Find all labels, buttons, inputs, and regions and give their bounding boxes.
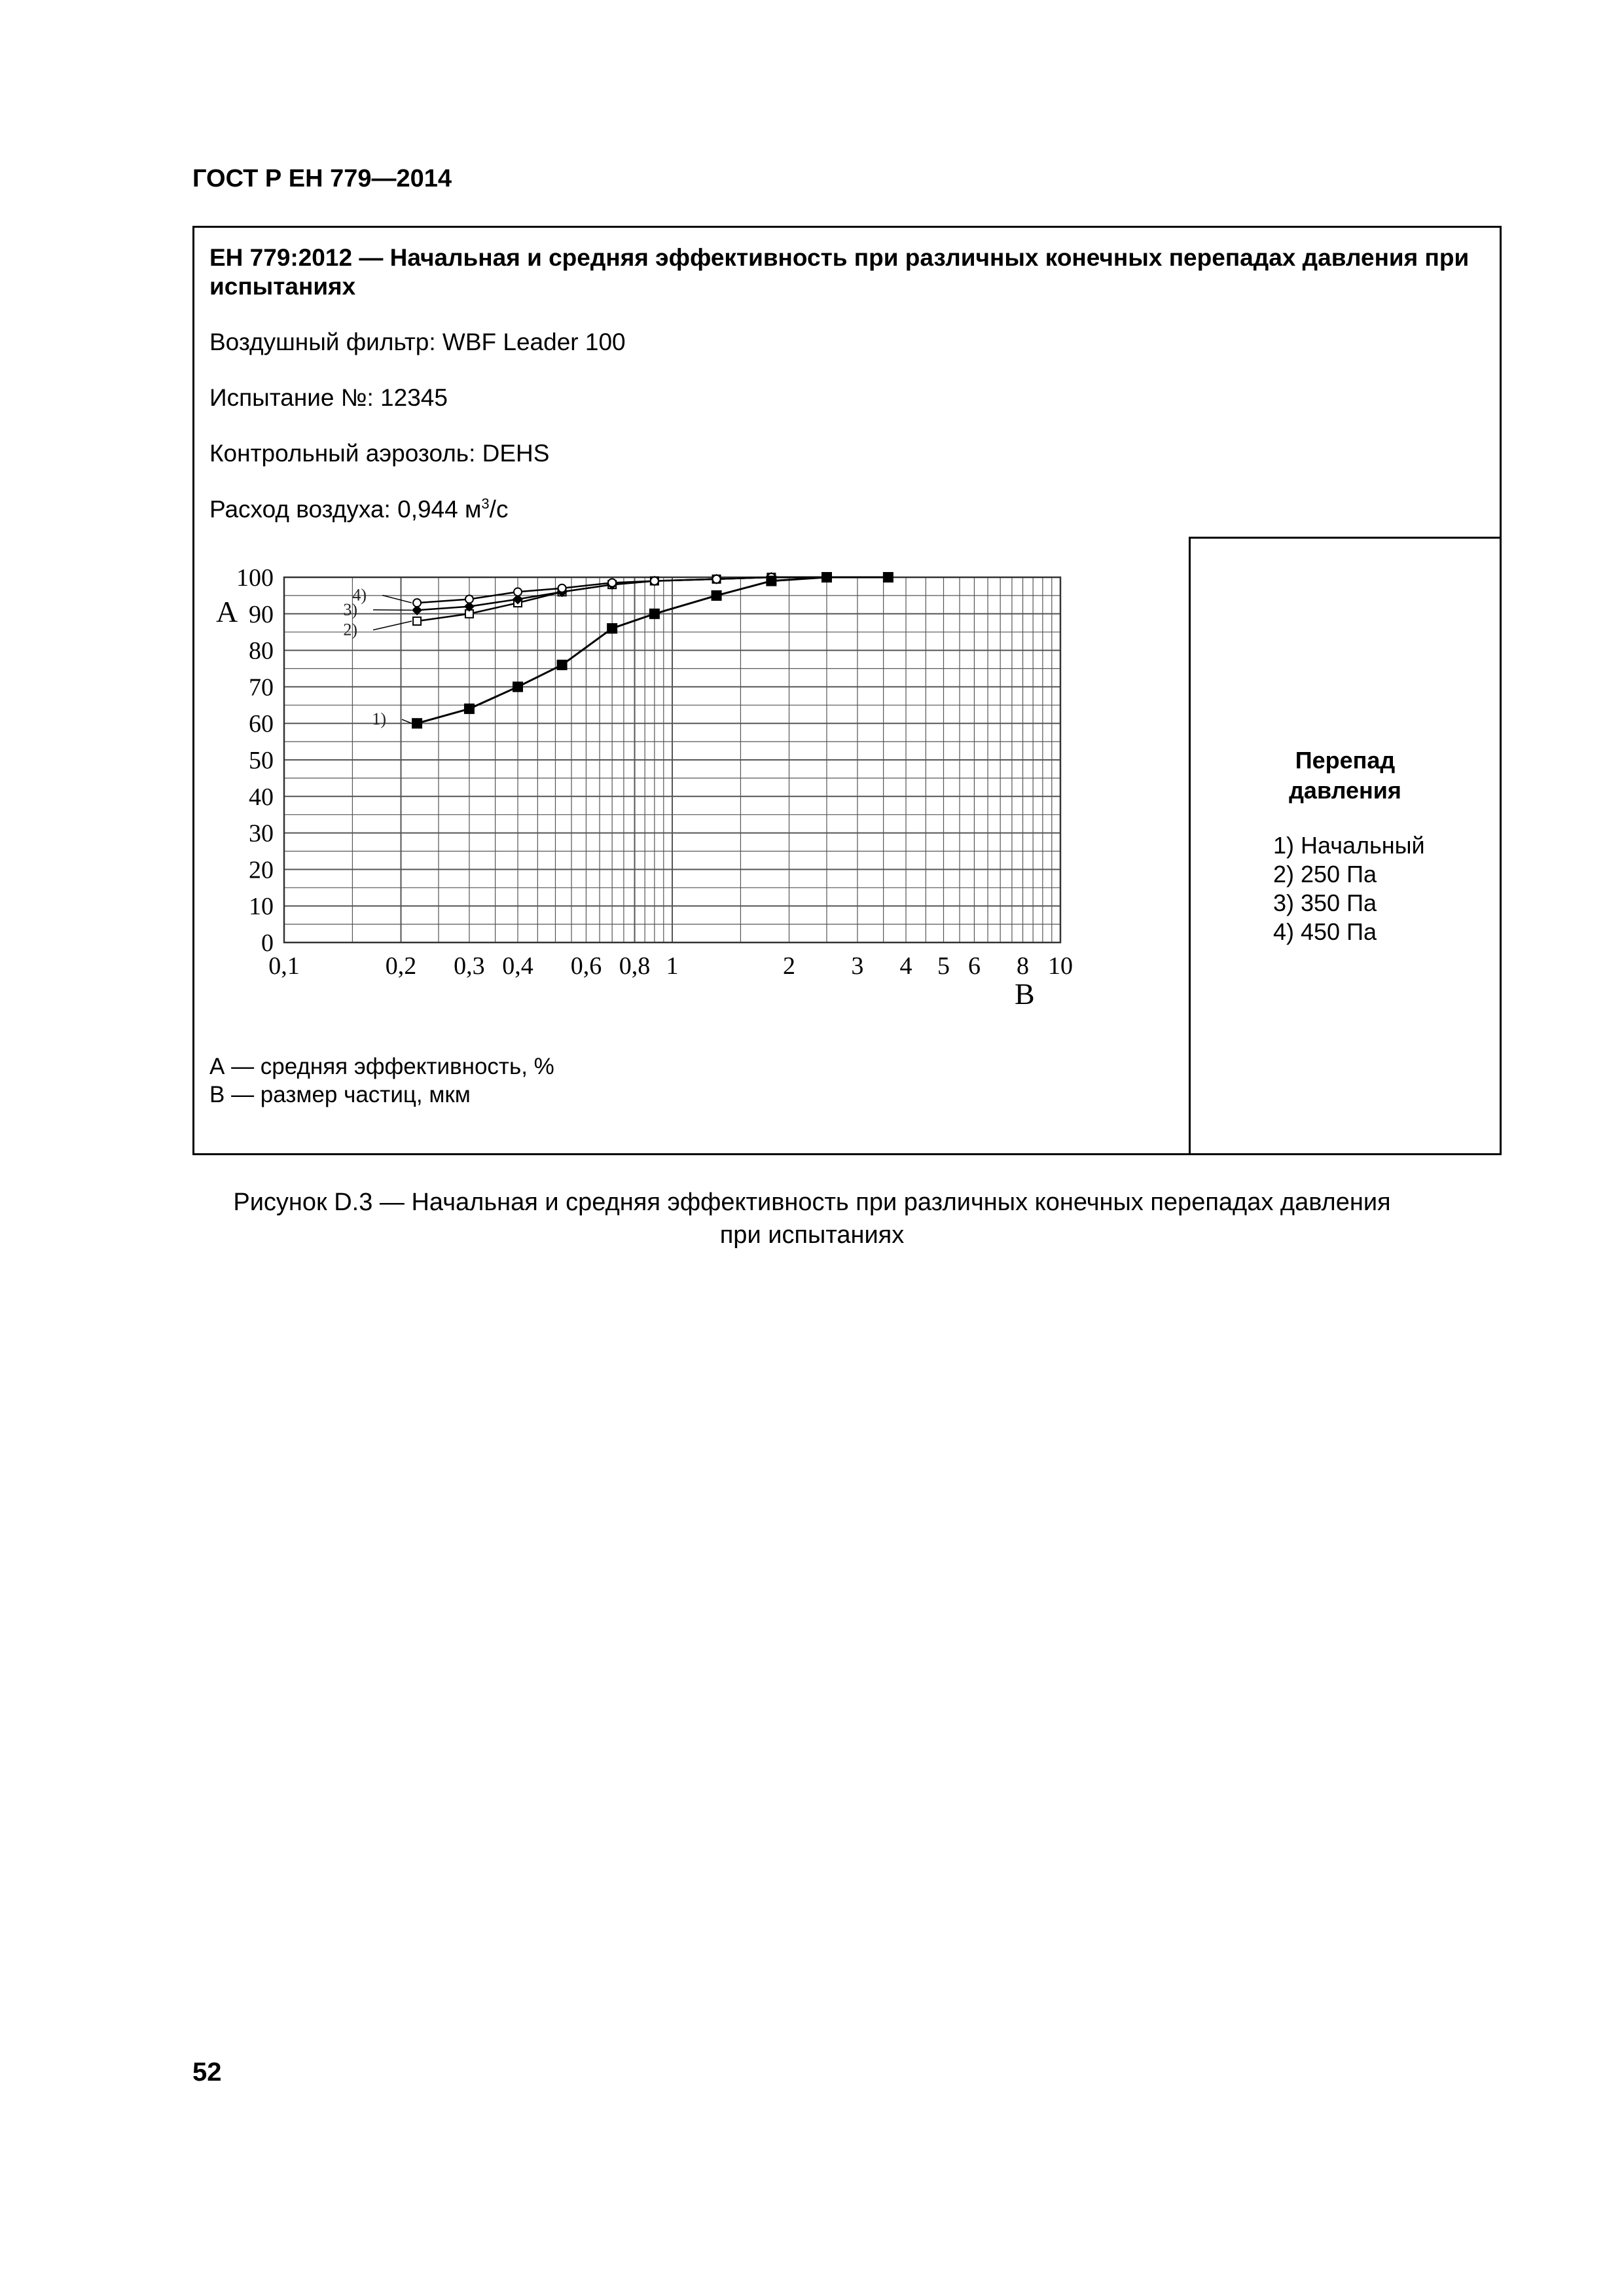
legend-list bbox=[1273, 831, 1425, 946]
data-point-series-1 bbox=[883, 572, 893, 583]
data-point-series-4 bbox=[514, 588, 522, 596]
legend-heading-line2: давления bbox=[1289, 777, 1401, 804]
legend-heading bbox=[1189, 745, 1502, 806]
data-point-series-1 bbox=[513, 681, 523, 692]
caption-line2: при испытаниях bbox=[719, 1221, 905, 1249]
x-tick-label: 8 bbox=[1017, 952, 1030, 980]
data-point-series-1 bbox=[649, 609, 660, 619]
airflow-suffix: /с bbox=[489, 495, 509, 523]
chart-grid bbox=[284, 577, 1060, 942]
y-tick-label: 40 bbox=[249, 783, 274, 811]
data-point-series-1 bbox=[607, 623, 617, 634]
x-axis-title: В bbox=[1015, 977, 1035, 1011]
data-point-series-1 bbox=[412, 718, 422, 728]
x-tick-label: 0,8 bbox=[619, 952, 651, 980]
airflow-info bbox=[209, 495, 508, 523]
data-point-series-4 bbox=[413, 599, 421, 607]
data-point-series-4 bbox=[713, 575, 721, 583]
x-tick-label: 0,3 bbox=[454, 952, 485, 980]
y-axis-title: А bbox=[216, 595, 238, 628]
callout-leader-4 bbox=[382, 595, 412, 603]
y-tick-label: 90 bbox=[249, 600, 274, 628]
x-tick-label: 0,4 bbox=[502, 952, 533, 980]
callout-label-2: 2) bbox=[343, 620, 357, 639]
data-point-series-1 bbox=[712, 590, 722, 601]
callout-label-4: 4) bbox=[352, 585, 367, 605]
x-tick-label: 10 bbox=[1048, 952, 1073, 980]
document-code: ГОСТ Р ЕН 779—2014 bbox=[192, 165, 452, 192]
y-tick-label: 50 bbox=[249, 747, 274, 774]
legend-item-initial: 1) Начальный bbox=[1273, 832, 1425, 859]
figure-caption bbox=[183, 1186, 1441, 1251]
y-tick-label: 60 bbox=[249, 710, 274, 738]
legend-item-450pa: 4) 450 Па bbox=[1273, 918, 1377, 945]
y-tick-label: 80 bbox=[249, 637, 274, 665]
caption-line1: Рисунок D.3 — Начальная и средняя эффективность при различных конечных перепадах давления bbox=[233, 1189, 1391, 1216]
airflow-prefix: Расход воздуха: 0,944 м bbox=[209, 495, 482, 523]
data-point-series-1 bbox=[464, 704, 475, 714]
data-point-series-2 bbox=[413, 617, 421, 625]
data-point-series-4 bbox=[608, 579, 616, 586]
axis-key bbox=[209, 1052, 554, 1109]
efficiency-chart bbox=[196, 556, 1074, 1041]
x-tick-label: 1 bbox=[666, 952, 679, 980]
legend-item-350pa: 3) 350 Па bbox=[1273, 889, 1377, 916]
x-tick-label: 5 bbox=[937, 952, 950, 980]
x-tick-label: 0,1 bbox=[268, 952, 300, 980]
legend-heading-line1: Перепад bbox=[1295, 747, 1396, 774]
y-tick-label: 70 bbox=[249, 673, 274, 702]
axis-key-b: В — размер частиц, мкм bbox=[209, 1082, 471, 1107]
data-point-series-1 bbox=[766, 576, 776, 586]
y-tick-label: 0 bbox=[261, 929, 274, 957]
x-tick-label: 0,2 bbox=[385, 952, 417, 980]
page-number: 52 bbox=[192, 2058, 222, 2087]
data-point-series-4 bbox=[558, 584, 566, 592]
test-number-info: Испытание №: 12345 bbox=[209, 384, 448, 411]
data-point-series-1 bbox=[557, 660, 568, 670]
legend-item-250pa: 2) 250 Па bbox=[1273, 861, 1377, 888]
callout-leader-2 bbox=[373, 621, 412, 630]
x-tick-label: 0,6 bbox=[570, 952, 602, 980]
filter-info: Воздушный фильтр: WBF Leader 100 bbox=[209, 329, 626, 355]
y-tick-label: 10 bbox=[249, 893, 274, 921]
axis-key-a: А — средняя эффективность, % bbox=[209, 1054, 554, 1079]
data-point-series-4 bbox=[651, 577, 659, 585]
figure-title: ЕН 779:2012 — Начальная и средняя эффективность при различных конечных перепадах давления при испытаниях bbox=[209, 244, 1470, 300]
data-point-series-1 bbox=[821, 572, 832, 583]
data-point-series-4 bbox=[465, 595, 473, 603]
x-tick-label: 2 bbox=[783, 952, 796, 980]
x-tick-label: 4 bbox=[899, 952, 912, 980]
airflow-superscript: 3 bbox=[481, 495, 490, 512]
callout-label-3: 3) bbox=[343, 600, 357, 619]
x-tick-label: 6 bbox=[967, 952, 981, 980]
aerosol-info: Контрольный аэрозоль: DEHS bbox=[209, 440, 550, 467]
x-tick-label: 3 bbox=[851, 952, 864, 980]
y-tick-label: 30 bbox=[249, 819, 274, 848]
y-tick-label: 20 bbox=[249, 856, 274, 884]
callout-label-1: 1) bbox=[372, 709, 386, 729]
y-tick-label: 100 bbox=[236, 564, 274, 592]
